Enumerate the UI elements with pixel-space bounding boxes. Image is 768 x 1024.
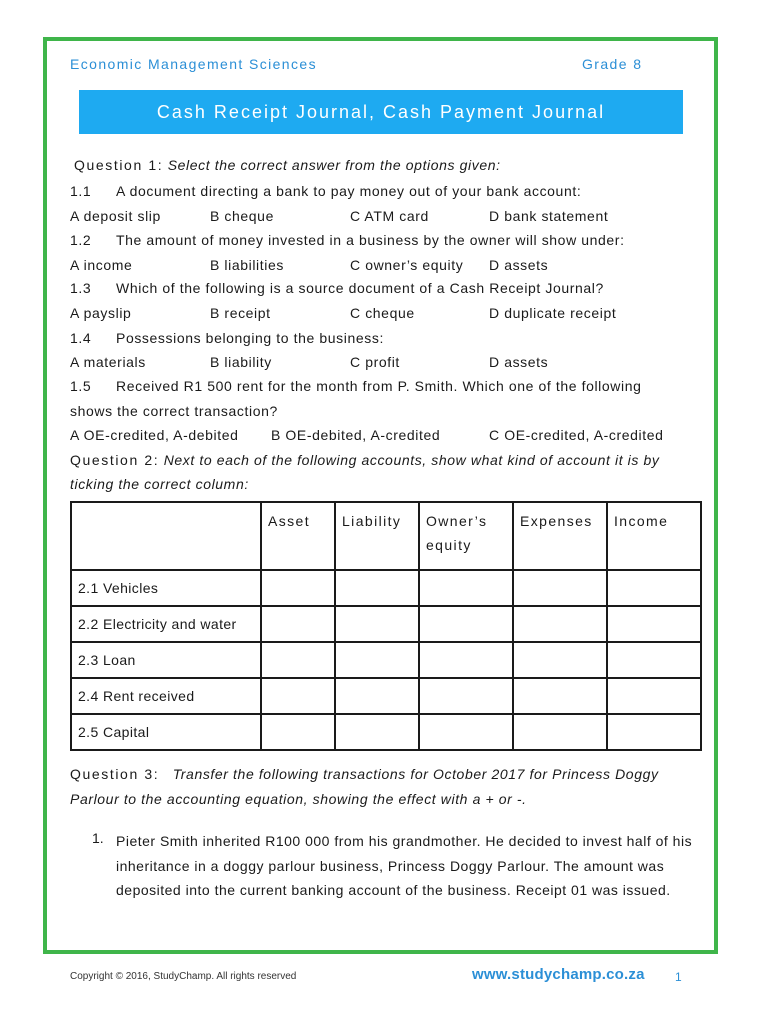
q1-5-option-c: C OE-credited, A-credited [489, 427, 664, 443]
tick-cell[interactable] [261, 714, 335, 750]
tick-cell[interactable] [335, 642, 419, 678]
q1-item-5 [70, 378, 641, 394]
q1-2-option-d: D assets [489, 257, 549, 273]
q2-label: Question 2: [70, 452, 160, 468]
tick-cell[interactable] [513, 606, 607, 642]
q1-5-option-b: B OE-debited, A-credited [271, 427, 441, 443]
tick-cell[interactable] [261, 642, 335, 678]
q1-label: Question 1: [74, 157, 164, 173]
table-row [71, 570, 701, 606]
tick-cell[interactable] [513, 714, 607, 750]
q1-item-2 [70, 232, 625, 248]
q1-2-option-c: C owner’s equity [350, 257, 464, 273]
table-header-row [71, 502, 701, 570]
q3-label: Question 3: [70, 766, 160, 782]
q3-heading [70, 766, 659, 782]
tick-cell[interactable] [261, 678, 335, 714]
account-label: 2.1 Vehicles [71, 570, 261, 606]
column-header-asset: Asset [261, 502, 335, 570]
q1-5-option-a: A OE-credited, A-debited [70, 427, 239, 443]
website-link[interactable]: www.studychamp.co.za [472, 966, 645, 983]
q1-item-number: 1.2 [70, 232, 92, 248]
q1-item-3 [70, 280, 604, 296]
q1-4-option-d: D assets [489, 354, 549, 370]
account-label: 2.2 Electricity and water [71, 606, 261, 642]
q1-4-option-a: A materials [70, 354, 146, 370]
q3-item-text: Pieter Smith inherited R100 000 from his grandmother. He decided to invest half of his inheritance in a doggy parlour business, Princess Doggy Parlour. The amount was deposited into the current banking account of the business. Receipt 01 was issued. [116, 833, 693, 898]
title-banner: Cash Receipt Journal, Cash Payment Journal [79, 90, 683, 134]
q1-1-option-d: D bank statement [489, 208, 609, 224]
tick-cell[interactable] [419, 678, 513, 714]
q1-item-5-continued: shows the correct transaction? [70, 403, 278, 419]
account-label: 2.5 Capital [71, 714, 261, 750]
q1-item-number: 1.3 [70, 280, 92, 296]
q1-item-4 [70, 330, 384, 346]
q1-item-text: A document directing a bank to pay money out of your bank account: [116, 183, 582, 199]
q1-2-option-b: B liabilities [210, 257, 284, 273]
q3-item-number: 1. [92, 830, 104, 846]
tick-cell[interactable] [335, 570, 419, 606]
page-border [43, 37, 718, 954]
page-number: 1 [675, 970, 682, 984]
q1-3-option-b: B receipt [210, 305, 271, 321]
q2-instruction: Next to each of the following accounts, show what kind of account it is by [163, 452, 660, 468]
q2-instruction-continued: ticking the correct column: [70, 476, 249, 492]
tick-cell[interactable] [261, 606, 335, 642]
tick-cell[interactable] [513, 642, 607, 678]
tick-cell[interactable] [261, 570, 335, 606]
q1-item-number: 1.5 [70, 378, 92, 394]
q1-4-option-c: C profit [350, 354, 400, 370]
copyright-notice: Copyright © 2016, StudyChamp. All rights reserved [70, 971, 297, 982]
tick-cell[interactable] [419, 714, 513, 750]
q2-heading [70, 452, 659, 468]
column-header-account [71, 502, 261, 570]
owners-label: Owner’s [426, 513, 488, 529]
q1-item-text: The amount of money invested in a business by the owner will show under: [116, 232, 625, 248]
q1-1-option-b: B cheque [210, 208, 274, 224]
q1-item-number: 1.4 [70, 330, 92, 346]
tick-cell[interactable] [335, 606, 419, 642]
q1-3-option-d: D duplicate receipt [489, 305, 617, 321]
column-header-expenses: Expenses [513, 502, 607, 570]
tick-cell[interactable] [419, 570, 513, 606]
column-header-liability: Liability [335, 502, 419, 570]
q1-1-option-c: C ATM card [350, 208, 429, 224]
q1-item-text: Possessions belonging to the business: [116, 330, 384, 346]
account-label: 2.3 Loan [71, 642, 261, 678]
table-row [71, 678, 701, 714]
q1-2-option-a: A income [70, 257, 133, 273]
q1-item-text: Received R1 500 rent for the month from P. Smith. Which one of the following [116, 378, 642, 394]
tick-cell[interactable] [513, 678, 607, 714]
q1-item-text: Which of the following is a source document of a Cash Receipt Journal? [116, 280, 604, 296]
tick-cell[interactable] [419, 606, 513, 642]
table-row [71, 642, 701, 678]
table-row [71, 714, 701, 750]
tick-cell[interactable] [335, 678, 419, 714]
q3-instruction: Transfer the following transactions for October 2017 for Princess Doggy [172, 766, 659, 782]
tick-cell[interactable] [335, 714, 419, 750]
q1-4-option-b: B liability [210, 354, 272, 370]
grade-heading: Grade 8 [582, 56, 643, 72]
q1-heading [74, 157, 501, 173]
tick-cell[interactable] [607, 678, 701, 714]
q1-item-1 [70, 183, 581, 199]
q1-3-option-a: A payslip [70, 305, 132, 321]
tick-cell[interactable] [607, 606, 701, 642]
q1-3-option-c: C cheque [350, 305, 415, 321]
account-classification-table [70, 501, 702, 751]
equity-label: equity [426, 537, 472, 553]
tick-cell[interactable] [419, 642, 513, 678]
tick-cell[interactable] [607, 714, 701, 750]
q1-item-number: 1.1 [70, 183, 92, 199]
q3-instruction-continued: Parlour to the accounting equation, showing the effect with a + or -. [70, 791, 527, 807]
tick-cell[interactable] [607, 570, 701, 606]
tick-cell[interactable] [513, 570, 607, 606]
table-row [71, 606, 701, 642]
q1-1-option-a: A deposit slip [70, 208, 161, 224]
subject-heading: Economic Management Sciences [70, 56, 317, 72]
account-label: 2.4 Rent received [71, 678, 261, 714]
q1-instruction: Select the correct answer from the options given: [167, 157, 501, 173]
column-header-owners-equity [419, 502, 513, 570]
column-header-income: Income [607, 502, 701, 570]
tick-cell[interactable] [607, 642, 701, 678]
